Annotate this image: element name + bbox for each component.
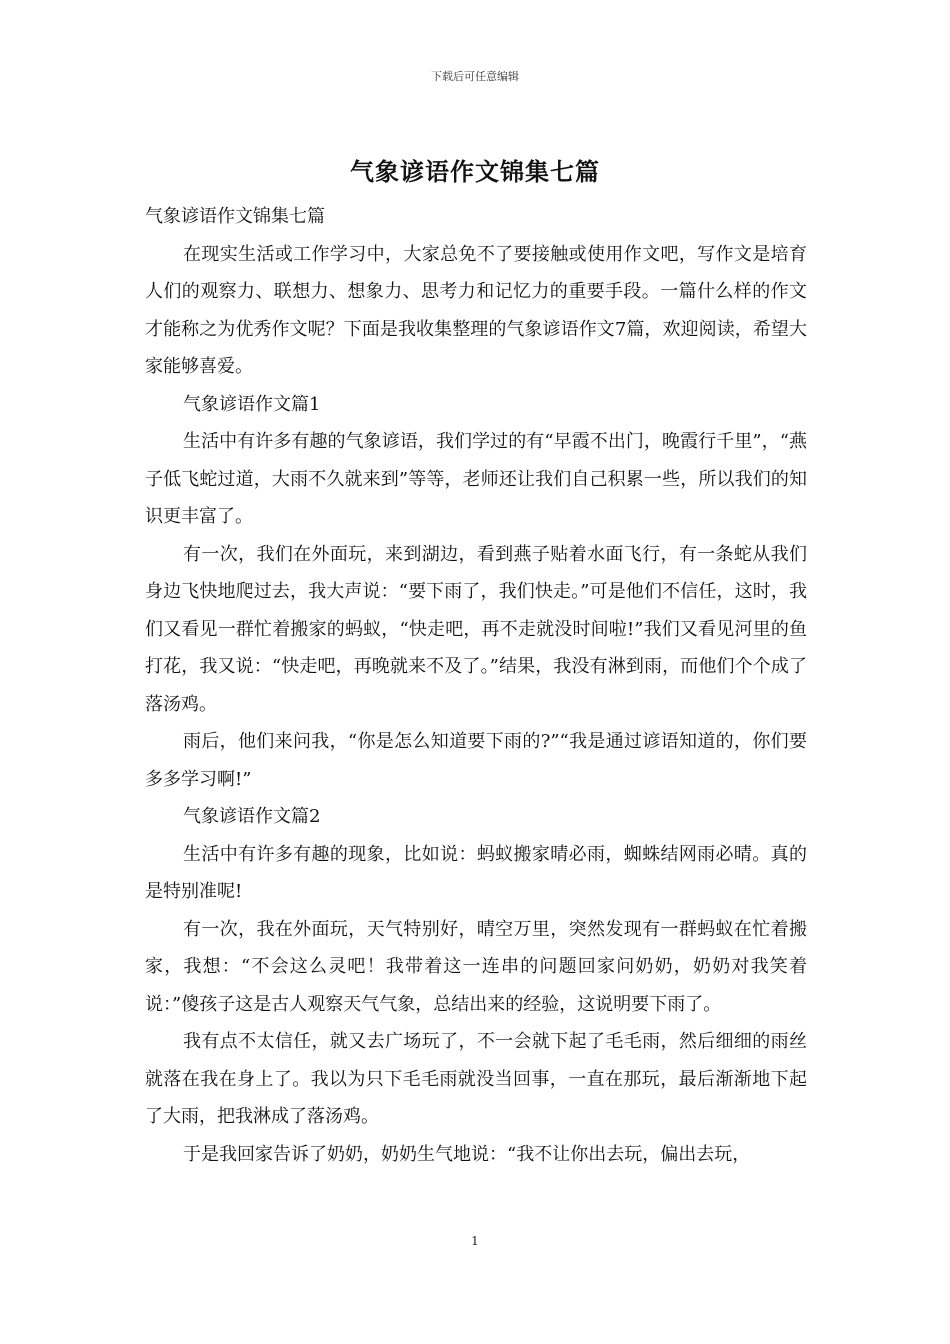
- paragraph: 有一次，我们在外面玩，来到湖边，看到燕子贴着水面飞行，有一条蛇从我们身边飞快地爬过去，我大声说：“要下雨了，我们快走。”可是他们不信任，这时，我们又看见一群忙着搬家的蚂蚁，“快走吧，再不走就没时间啦!”我们又看见河里的鱼打花，我又说：“快走吧，再晚就来不及了。”结果，我没有淋到雨，而他们个个成了落汤鸡。: [145, 543, 807, 715]
- paragraph: 气象谚语作文锦集七篇: [145, 206, 325, 227]
- header-note: 下载后可任意编辑: [431, 70, 519, 83]
- section-heading: 气象谚语作文篇2: [183, 806, 321, 827]
- paragraph: 我有点不太信任，就又去广场玩了，不一会就下起了毛毛雨，然后细细的雨丝就落在我在身上了。我以为只下毛毛雨就没当回事，一直在那玩，最后渐渐地下起了大雨，把我淋成了落汤鸡。: [145, 1031, 807, 1127]
- paragraph: 雨后，他们来问我，“你是怎么知道要下雨的?”“我是通过谚语知道的，你们要多多学习啊!”: [145, 731, 807, 790]
- paragraph: 于是我回家告诉了奶奶，奶奶生气地说：“我不让你出去玩，偏出去玩，: [183, 1143, 751, 1165]
- page-number: 1: [471, 1234, 479, 1248]
- paragraph: 在现实生活或工作学习中，大家总免不了要接触或使用作文吧，写作文是培育人们的观察力、联想力、想象力、思考力和记忆力的重要手段。一篇什么样的作文才能称之为优秀作文呢？下面是我收集整理的气象谚语作文7篇，欢迎阅读，希望大家能够喜爱。: [145, 243, 807, 377]
- section-heading: 气象谚语作文篇1: [183, 393, 321, 415]
- paragraph: 生活中有许多有趣的气象谚语，我们学过的有“早霞不出门，晚霞行千里”，“燕子低飞蛇过道，大雨不久就来到”等等，老师还让我们自己积累一些，所以我们的知识更丰富了。: [145, 431, 807, 527]
- document-title: 气象谚语作文锦集七篇: [350, 157, 600, 186]
- document-body: [145, 198, 807, 1173]
- paragraph: 生活中有许多有趣的现象，比如说：蚂蚁搬家晴必雨，蜘蛛结网雨必晴。真的是特别准呢!: [145, 843, 807, 902]
- paragraph: 有一次，我在外面玩，天气特别好，晴空万里，突然发现有一群蚂蚁在忙着搬家，我想：“不会这么灵吧！我带着这一连串的问题回家问奶奶，奶奶对我笑着说：”傻孩子这是古人观察天气气象，总结出来的经验，这说明要下雨了。: [145, 918, 807, 1015]
